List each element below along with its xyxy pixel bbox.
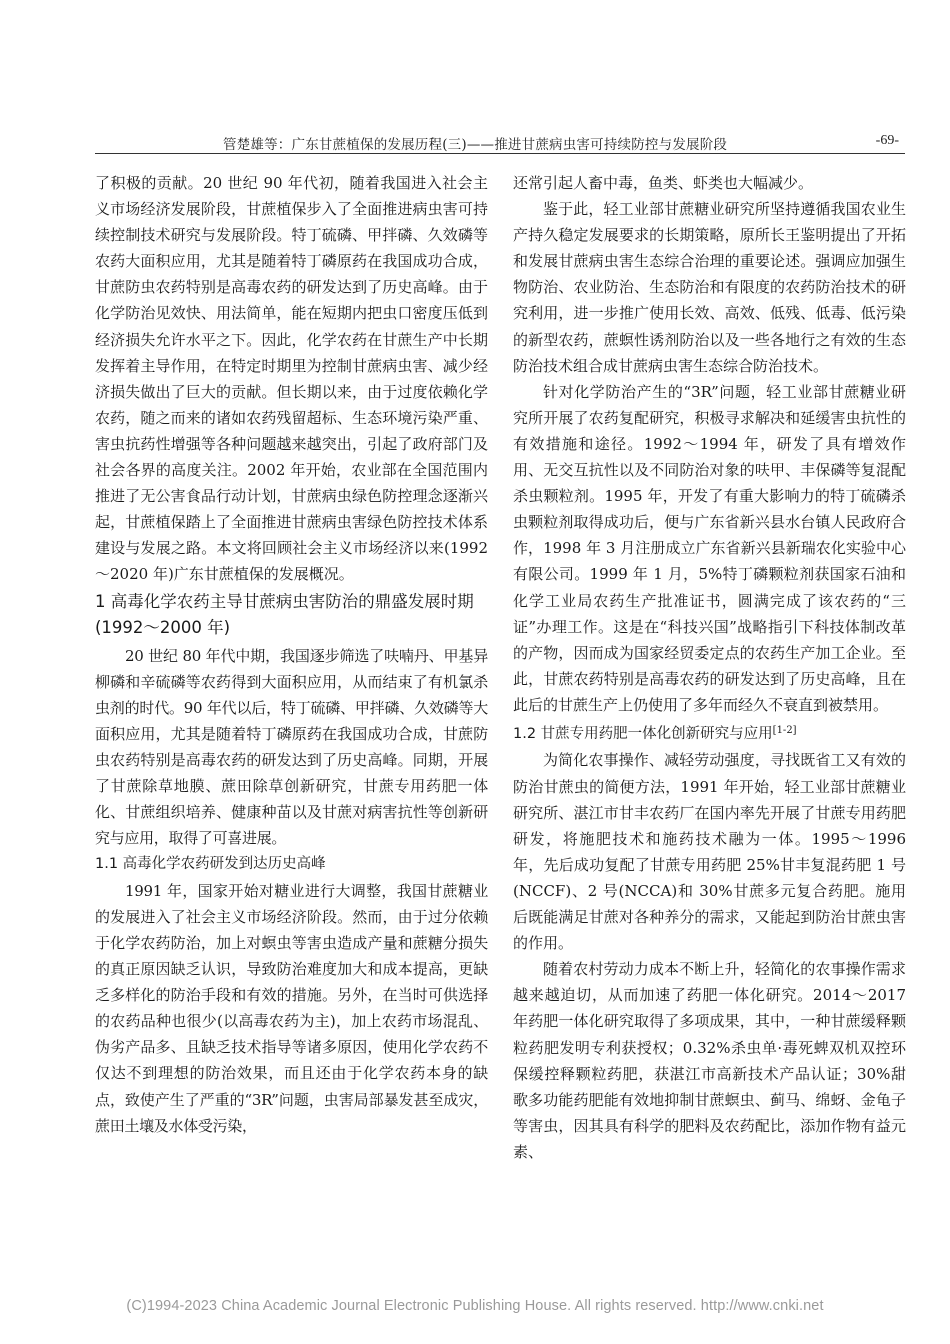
continued-paragraph: 还常引起人畜中毒，鱼类、虾类也大幅减少。 <box>513 174 814 192</box>
section-1-2-heading <box>513 718 906 748</box>
right-column <box>513 170 906 1165</box>
intro-paragraph: 了积极的贡献。20 世纪 90 年代初，随着我国进入社会主义市场经济发展阶段，甘蔗植保步入了全面推进病虫害可持续控制技术研究与发展阶段。特丁硫磷、甲拌磷、久效磷等农药大面积应用，尤其是随着特丁磷原药在我国成功合成，甘蔗防虫农药特别是高毒农药的研发达到了历史高峰。由于化学防治见效快、用法简单，能在短期内把虫口密度压低到经济损失允许水平之下。因此，化学农药在甘蔗生产中长期发挥着主导作用，在特定时期里为控制甘蔗病虫害、减少经济损失做出了巨大的贡献。但长期以来，由于过度依赖化学农药，随之而来的诸如农药残留超标、生态环境污染严重、害虫抗药性增强等各种问题越来越突出，引起了政府部门及社会各界的高度关注。2002 年开始，农业部在全国范围内推进了无公害食品行动计划，甘蔗病虫绿色防控理念逐渐兴起，甘蔗植保踏上了全面推进甘蔗病虫害绿色防控技术体系建设与发展之路。本文将回顾社会主义市场经济以来(1992～2020 年)广东甘蔗植保的发展概况。 <box>95 174 488 584</box>
ecological-control-paragraph: 鉴于此，轻工业部甘蔗糖业研究所坚持遵循我国农业生产持久稳定发展要求的长期策略，原所长王鉴明提出了开拓和发展甘蔗病虫害生态综合治理的重要论述。强调应加强生物防治、农业防治、生态防治和有限度的农药防治技术的研究利用，进一步推广使用长效、高效、低残、低毒、低污染的新型农药，蔗螟性诱剂防治以及一些各地行之有效的生态防治技术组合成甘蔗病虫害生态综合防治技术。 <box>513 200 906 375</box>
section-1-heading: 1 高毒化学农药主导甘蔗病虫害防治的鼎盛发展时期(1992～2000 年) <box>95 591 474 637</box>
running-title: 管楚雄等：广东甘蔗植保的发展历程(三)——推进甘蔗病虫害可持续防控与发展阶段 <box>223 137 728 153</box>
section-1-2-paragraph-2: 随着农村劳动力成本不断上升，轻简化的农事操作需求越来越迫切，从而加速了药肥一体化研究。2014～2017 年药肥一体化研究取得了多项成果，其中，一种甘蔗缓释颗粒药肥发明专利获授权；0.32%杀虫单·毒死蜱双机双控环保缓控释颗粒药肥，获湛江市高新技术产品认证；30%甜歌多功能药肥能有效地抑制甘蔗螟虫、蓟马、绵蚜、金龟子等害虫，因其具有科学的肥料及农药配比，添加作物有益元素、 <box>513 960 906 1161</box>
citation-ref: [1-2] <box>772 724 797 736</box>
section-1-1-paragraph: 1991 年，国家开始对糖业进行大调整，我国甘蔗糖业的发展进入了社会主义市场经济阶段。然而，由于过分依赖于化学农药防治，加上对螟虫等害虫造成产量和蔗糖分损失的真正原因缺乏认识，导致防治难度加大和成本提高，更缺乏多样化的防治手段和有效的措施。另外，在当时可供选择的农药品种也很少(以高毒农药为主)，加上农药市场混乱、伪劣产品多、且缺乏技术指导等诸多原因，使用化学农药不仅达不到理想的防治效果，而且还由于化学农药本身的缺点，致使产生了严重的“3R”问题，虫害局部暴发甚至成灾，蔗田土壤及水体受污染， <box>95 881 488 1135</box>
section-1-paragraph: 20 世纪 80 年代中期，我国逐步筛选了呋喃丹、甲基异柳磷和辛硫磷等农药得到大面积应用，从而结束了有机氯杀虫剂的时代。90 年代以后，特丁硫磷、甲拌磷、久效磷等大面积应用，尤其是随着特丁磷原药在我国成功合成，甘蔗防虫农药特别是高毒农药的研发达到了历史高峰。同期，开展了甘蔗除草地膜、蔗田除草创新研究，甘蔗专用药肥一体化、甘蔗组织培养、健康种苗以及甘蔗对病害抗性等创新研究与应用，取得了可喜进展。 <box>95 646 488 848</box>
3r-problem-paragraph: 针对化学防治产生的“3R”问题，轻工业部甘蔗糖业研究所开展了农药复配研究，积极寻求解决和延缓害虫抗性的有效措施和途径。1992～1994 年，研发了具有增效作用、无交互抗性以及不同防治对象的呋甲、丰保磷等复混配杀虫颗粒剂。1995 年，开发了有重大影响力的特丁硫磷杀虫颗粒剂取得成功后，便与广东省新兴县水台镇人民政府合作，1998 年 3 月注册成立广东省新兴县新瑞农化实验中心有限公司。1999 年 1 月，5%特丁磷颗粒剂获国家石油和化学工业局农药生产批准证书，圆满完成了该农药的“三证”办理工作。这是在“科技兴国”战略指引下科技体制改革的产物，因而成为国家经贸委定点的农药生产加工企业。至此，甘蔗农药特别是高毒农药的研发达到了历史高峰，且在此后的甘蔗生产上仍使用了多年而经久不衰直到被禁用。 <box>513 382 906 714</box>
section-1-2-title: 1.2 甘蔗专用药肥一体化创新研究与应用 <box>513 725 773 742</box>
running-header <box>95 131 905 154</box>
page-number: -69- <box>875 133 899 148</box>
copyright-footer: (C)1994-2023 China Academic Journal Electronic Publishing House. All rights reserved. http://www.cnki.net <box>126 1298 824 1314</box>
section-1-2-paragraph: 为简化农事操作、减轻劳动强度，寻找既省工又有效的防治甘蔗虫的简便方法，1991 年开始，轻工业部甘蔗糖业研究所、湛江市甘丰农药厂在国内率先开展了甘蔗专用药肥研发，将施肥技术和施药技术融为一体。1995～1996 年，先后成功复配了甘蔗专用药肥 25%甘丰复混药肥 1 号(NCCF)、2 号(NCCA)和 30%甘蔗多元复合药肥。施用后既能满足甘蔗对各种养分的需求，又能起到防治甘蔗虫害的作用。 <box>513 751 906 953</box>
section-1-1-heading: 1.1 高毒化学农药研发到达历史高峰 <box>95 856 326 873</box>
left-column <box>95 170 488 1139</box>
